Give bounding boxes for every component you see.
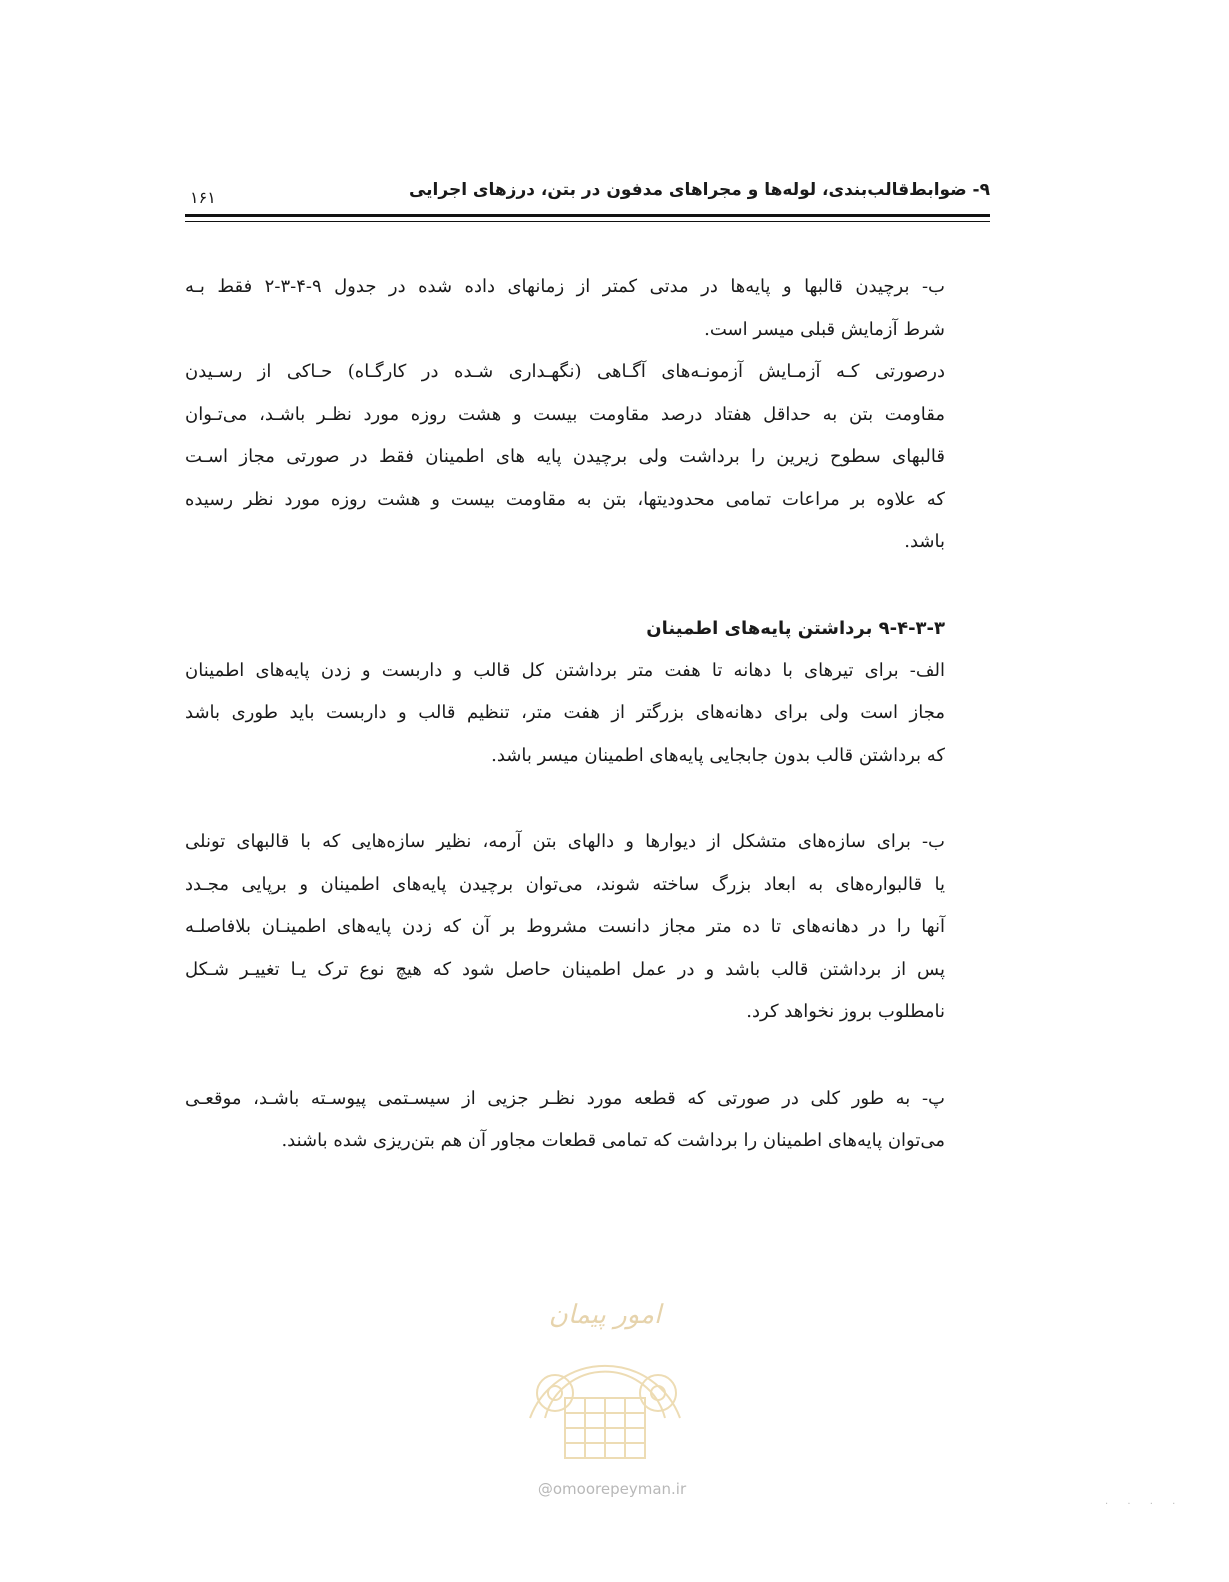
watermark-logo-text: امور پیمان [548,1300,662,1330]
paragraph-be [185,821,945,1034]
watermark-logo-icon [510,1268,700,1478]
paragraph-test-condition [185,351,945,564]
paragraph-alef [185,650,945,778]
spacer [185,1034,945,1078]
text-line: الف- برای تیرهای با دهانه تا هفت متر برداشتن کل قالب و داربست و زدن پایه‌های اطمینان [185,659,945,681]
text-line: قالبهای سطوح زیرین را برداشت ولی برچیدن پایه های اطمینان فقط در صورتی مجاز اسـت [185,446,945,467]
spacer [185,564,945,608]
text-line: درصورتی کـه آزمـایش آزمونـه‌های آگـاهی (نگهـداری شـده در کارگـاه) حـاکی از رسـیدن [185,361,945,382]
text-line: آنها را در دهانه‌های تا ده متر مجاز دانست مشروط بر آن که زدن پایه‌های اطمینـان بلافاصلـه [185,916,945,937]
text-line: می‌توان پایه‌های اطمینان را برداشت که تمامی قطعات مجاور آن هم بتن‌ریزی شده باشند. [281,1130,945,1151]
spacer [185,777,945,821]
watermark-url: @omoorepeyman.ir [537,1480,687,1498]
paragraph-pe [185,1078,945,1163]
header-rule-thick [185,214,990,217]
text-line: ب- برچیدن قالبها و پایه‌ها در مدتی کمتر از زمانهای داده شده در جدول ۹-۴-۳-۲ فقط بـه [185,276,945,297]
section-heading: ۹-۴-۳-۳ برداشتن پایه‌های اطمینان [646,617,945,639]
body-text [185,266,945,1163]
text-line: ب- برای سازه‌های متشکل از دیوارها و دالهای بتن آرمه، نظیر سازه‌هایی که با قالبهای تونلی [185,831,945,852]
corner-dots: . . . . [1105,1496,1184,1507]
text-line: پس از برداشتن قالب باشد و در عمل اطمینان حاصل شود که هیچ نوع ترک یـا تغییـر شـکل [185,958,945,980]
text-line: یا قالبواره‌های به ابعاد بزرگ ساخته شوند، می‌توان برچیدن پایه‌های اطمینان و برپایی مجـدد [185,873,945,895]
running-header [185,178,990,214]
header-rule-thin [185,221,990,222]
text-line: باشد. [904,531,945,552]
text-line: شرط آزمایش قبلی میسر است. [704,318,945,340]
page-number: ۱۶۱ [190,188,216,207]
text-line: که برداشتن قالب بدون جابجایی پایه‌های اطمینان میسر باشد. [491,744,945,766]
text-line: که علاوه بر مراعات تمامی محدودیتها، بتن به مقاومت بیست و هشت روزه مورد نظر رسیده [185,488,945,510]
paragraph-b-removal [185,266,945,351]
text-line: پ- به طور کلی در صورتی که قطعه مورد نظـر جزیی از سیسـتمی پیوسـته باشـد، موقعـی [185,1087,945,1109]
text-line: مجاز است ولی برای دهانه‌های بزرگتر از هفت متر، تنظیم قالب و داربست باید طوری باشد [185,702,945,723]
chapter-title: ۹- ضوابط‌قالب‌بندی، لوله‌ها و مجراهای مدفون در بتن، درزهای اجرایی [408,180,990,200]
text-line: مقاومت بتن به حداقل هفتاد درصد مقاومت بیست و هشت روزه مورد نظـر باشـد، می‌تـوان [185,403,945,425]
text-line: نامطلوب بروز نخواهد کرد. [746,1001,945,1022]
